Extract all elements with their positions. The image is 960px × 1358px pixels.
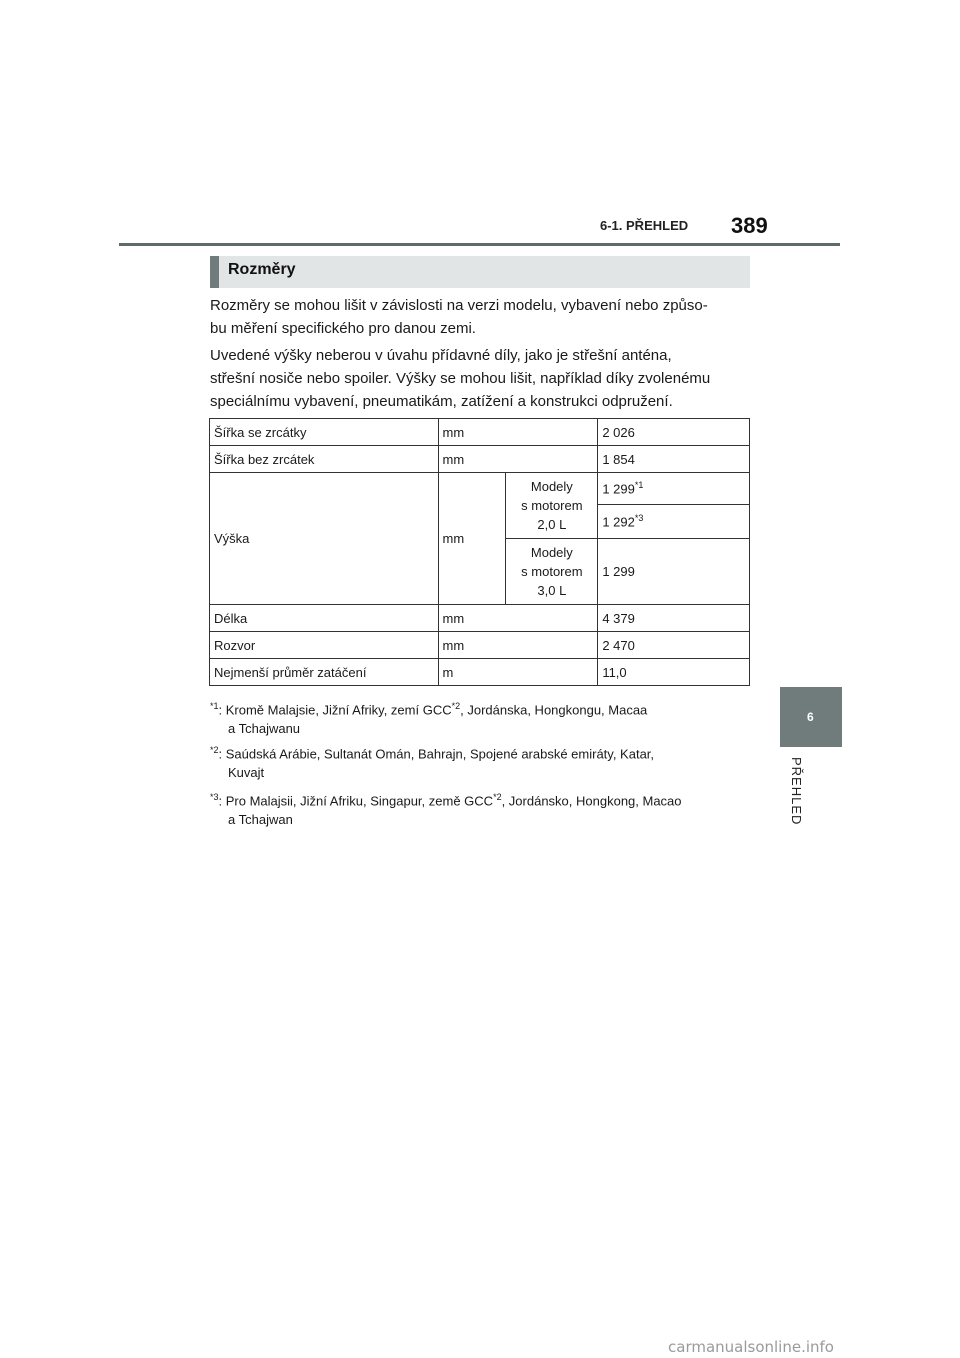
row-unit: mm <box>438 605 598 632</box>
row-unit: mm <box>438 419 598 446</box>
section-heading-bar <box>210 256 750 288</box>
footnote-2-text: : Saúdská Arábie, Sultanát Omán, Bahrajn, Spojené arabské emiráty, Katar, <box>218 746 655 762</box>
table-row <box>210 659 750 686</box>
row-value: 2 470 <box>598 632 750 659</box>
page-number: 389 <box>731 213 768 238</box>
height-label: Výška <box>210 473 439 605</box>
footnote-3-ref: *2 <box>493 792 502 802</box>
row-unit: mm <box>438 446 598 473</box>
footnote-1-text-a: : Kromě Malajsie, Jižní Afriky, zemí GCC <box>218 702 452 718</box>
height-value-b <box>598 505 750 539</box>
engine-20-line-3: 2,0 L <box>537 517 567 532</box>
table-row <box>210 419 750 446</box>
footnote-3 <box>210 788 750 829</box>
footnote-1-ref: *2 <box>451 701 461 711</box>
engine-30-cell <box>506 539 598 605</box>
row-unit: mm <box>438 632 598 659</box>
engine-20-line-1: Modely <box>530 479 573 494</box>
intro-line-2: bu měření specifického pro danou zemi. <box>210 320 476 337</box>
section-heading-title: Rozměry <box>228 261 296 278</box>
row-unit: m <box>438 659 598 686</box>
chapter-tab-number: 6 <box>807 710 814 724</box>
engine-30-line-2: s motorem <box>521 564 583 579</box>
height-unit: mm <box>438 473 506 605</box>
row-label: Délka <box>210 605 439 632</box>
table-row <box>210 473 750 505</box>
height-note-line-2: střešní nosiče nebo spoiler. Výšky se mohou lišit, například díky zvolenému <box>210 370 711 387</box>
height-value-c: 1 299 <box>598 539 750 605</box>
row-value: 11,0 <box>598 659 750 686</box>
footnote-2-line-2: Kuvajt <box>228 765 265 781</box>
height-value-a-text: 1 299 <box>602 481 635 497</box>
height-value-b-text: 1 292 <box>602 514 635 530</box>
footnote-2 <box>210 741 750 782</box>
table-row <box>210 632 750 659</box>
chapter-tab[interactable] <box>780 687 842 747</box>
engine-30-line-1: Modely <box>530 545 573 560</box>
height-value-a <box>598 473 750 505</box>
row-value: 1 854 <box>598 446 750 473</box>
watermark: carmanualsonline.info <box>668 1338 834 1356</box>
footnote-2-mark: *2 <box>210 745 219 755</box>
table-row <box>210 605 750 632</box>
intro-line-1: Rozměry se mohou lišit v závislosti na verzi modelu, vybavení nebo způso- <box>210 297 708 314</box>
engine-30-line-3: 3,0 L <box>537 583 567 598</box>
footnote-3-mark: *3 <box>210 792 219 802</box>
footnote-ref: *1 <box>634 480 644 491</box>
chapter-tab-label: PŘEHLED <box>789 757 804 826</box>
footnote-ref: *3 <box>634 513 644 524</box>
footnote-3-line-2: a Tchajwan <box>228 812 293 828</box>
dimensions-table <box>209 418 750 686</box>
table-row <box>210 446 750 473</box>
row-label: Šířka se zrcátky <box>210 419 439 446</box>
footnote-3-text-a: : Pro Malajsii, Jižní Afriku, Singapur, země GCC <box>218 793 494 809</box>
intro-paragraph <box>210 294 755 340</box>
footnote-1 <box>210 697 750 738</box>
footnote-1-mark: *1 <box>210 701 219 711</box>
header-section-title: 6-1. PŘEHLED <box>600 218 689 233</box>
row-value: 2 026 <box>598 419 750 446</box>
row-value: 4 379 <box>598 605 750 632</box>
header-rule <box>119 243 840 246</box>
row-label: Šířka bez zrcátek <box>210 446 439 473</box>
footnote-3-text-b: , Jordánsko, Hongkong, Macao <box>501 793 682 809</box>
engine-20-cell <box>506 473 598 539</box>
footnote-1-text-b: , Jordánska, Hongkongu, Macaa <box>460 702 648 718</box>
height-note-line-1: Uvedené výšky neberou v úvahu přídavné díly, jako je střešní anténa, <box>210 347 672 364</box>
footnote-1-line-2: a Tchajwanu <box>228 721 301 737</box>
height-note-paragraph <box>210 344 755 413</box>
row-label: Rozvor <box>210 632 439 659</box>
height-note-line-3: speciálnímu vybavení, pneumatikám, zatížení a konstrukci odpružení. <box>210 393 673 410</box>
row-label: Nejmenší průměr zatáčení <box>210 659 439 686</box>
section-heading-accent <box>210 256 219 288</box>
engine-20-line-2: s motorem <box>521 498 583 513</box>
